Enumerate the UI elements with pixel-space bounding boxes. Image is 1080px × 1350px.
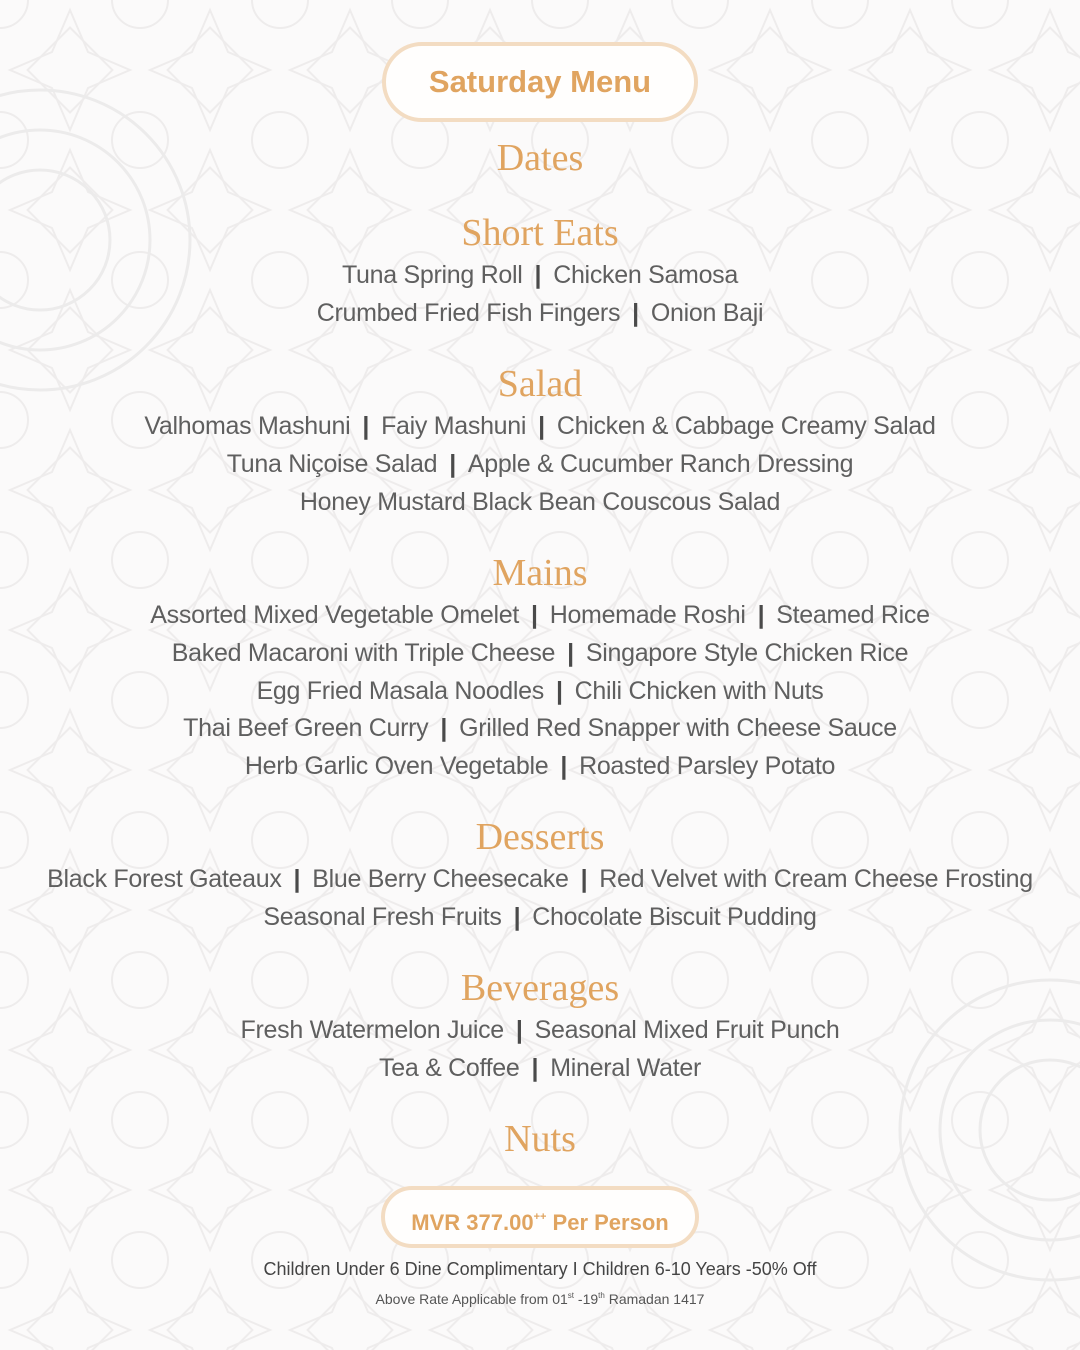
separator: |	[538, 412, 545, 440]
separator: |	[632, 298, 639, 327]
menu-item: Thai Beef Green Curry	[183, 714, 429, 743]
menu-item: Blue Berry Cheesecake	[312, 865, 569, 893]
menu-item: Chocolate Biscuit Pudding	[532, 902, 817, 931]
menu-item: Egg Fried Masala Noodles	[256, 676, 544, 705]
section-heading-beverages: Beverages	[460, 967, 620, 1009]
menu-item: Red Velvet with Cream Cheese Frosting	[599, 865, 1033, 893]
menu-item: Seasonal Fresh Fruits	[263, 902, 502, 931]
menu-item: Chicken & Cabbage Creamy Salad	[556, 412, 936, 440]
menu-item: Apple & Cucumber Ranch Dressing	[467, 449, 854, 478]
separator: |	[362, 412, 370, 440]
menu-item: Singapore Style Chicken Rice	[585, 638, 909, 667]
menu-item: Onion Baji	[650, 298, 764, 327]
separator: |	[757, 601, 765, 629]
validity-note: Above Rate Applicable from 01st -19th Ramadan 1417	[375, 1291, 705, 1307]
menu-item: Assorted Mixed Vegetable Omelet	[150, 601, 519, 629]
section-heading-nuts: Nuts	[504, 1118, 576, 1160]
section-heading-dates: Dates	[496, 137, 584, 179]
menu-item: Tea & Coffee	[379, 1053, 520, 1082]
menu-title: Saturday Menu	[428, 64, 652, 99]
menu-item: Fresh Watermelon Juice	[240, 1016, 504, 1044]
menu-item: Tuna Spring Roll	[342, 261, 523, 289]
children-note: Children Under 6 Dine Complimentary I Children 6-10 Years -50% Off	[263, 1259, 817, 1279]
separator: |	[531, 1053, 539, 1082]
menu-item: Honey Mustard Black Bean Couscous Salad	[299, 487, 781, 516]
price-badge	[381, 1186, 699, 1248]
menu-line	[0, 636, 1080, 670]
menu-item: Chili Chicken with Nuts	[574, 676, 824, 705]
separator: |	[293, 865, 301, 893]
menu-line	[0, 1051, 1080, 1085]
menu-line	[0, 296, 1080, 330]
section-heading-desserts: Desserts	[475, 816, 605, 858]
separator: |	[560, 752, 568, 781]
menu-line	[0, 749, 1080, 783]
menu-line	[0, 258, 1080, 292]
price-suffix: ++	[533, 1211, 547, 1223]
menu-line	[0, 447, 1080, 481]
menu-item: Faiy Mashuni	[381, 412, 527, 440]
menu-item: Homemade Roshi	[549, 601, 746, 629]
menu-item: Tuna Niçoise Salad	[226, 449, 438, 478]
menu-line	[0, 674, 1080, 708]
menu-line	[0, 485, 1080, 519]
separator: |	[449, 449, 456, 478]
menu-item: Valhomas Mashuni	[144, 412, 351, 440]
separator: |	[513, 902, 521, 931]
separator: |	[515, 1016, 523, 1044]
menu-line	[0, 900, 1080, 934]
menu-item: Crumbed Fried Fish Fingers	[316, 298, 621, 327]
separator: |	[530, 601, 538, 629]
price-amount: MVR 377.00	[411, 1210, 534, 1235]
menu-item: Steamed Rice	[776, 601, 930, 629]
menu-item: Grilled Red Snapper with Cheese Sauce	[459, 714, 897, 743]
menu-item: Herb Garlic Oven Vegetable	[244, 752, 549, 781]
menu-line	[0, 711, 1080, 745]
menu-line	[0, 862, 1080, 896]
title-badge	[382, 42, 698, 122]
separator: |	[567, 638, 574, 667]
menu-item: Roasted Parsley Potato	[579, 752, 836, 781]
menu-line	[0, 598, 1080, 632]
menu-item: Seasonal Mixed Fruit Punch	[534, 1016, 840, 1044]
section-heading-salad: Salad	[497, 363, 583, 405]
price-unit: Per Person	[552, 1210, 669, 1235]
section-heading-mains: Mains	[492, 552, 588, 594]
menu-line	[0, 409, 1080, 443]
separator: |	[580, 865, 588, 893]
section-heading-short-eats: Short Eats	[461, 212, 619, 254]
menu-item: Mineral Water	[550, 1053, 701, 1082]
menu-line	[0, 1013, 1080, 1047]
menu-item: Black Forest Gateaux	[47, 865, 282, 893]
separator: |	[555, 676, 563, 705]
separator: |	[440, 714, 448, 743]
menu-item: Chicken Samosa	[553, 261, 738, 289]
separator: |	[534, 261, 542, 289]
menu-item: Baked Macaroni with Triple Cheese	[171, 638, 556, 667]
